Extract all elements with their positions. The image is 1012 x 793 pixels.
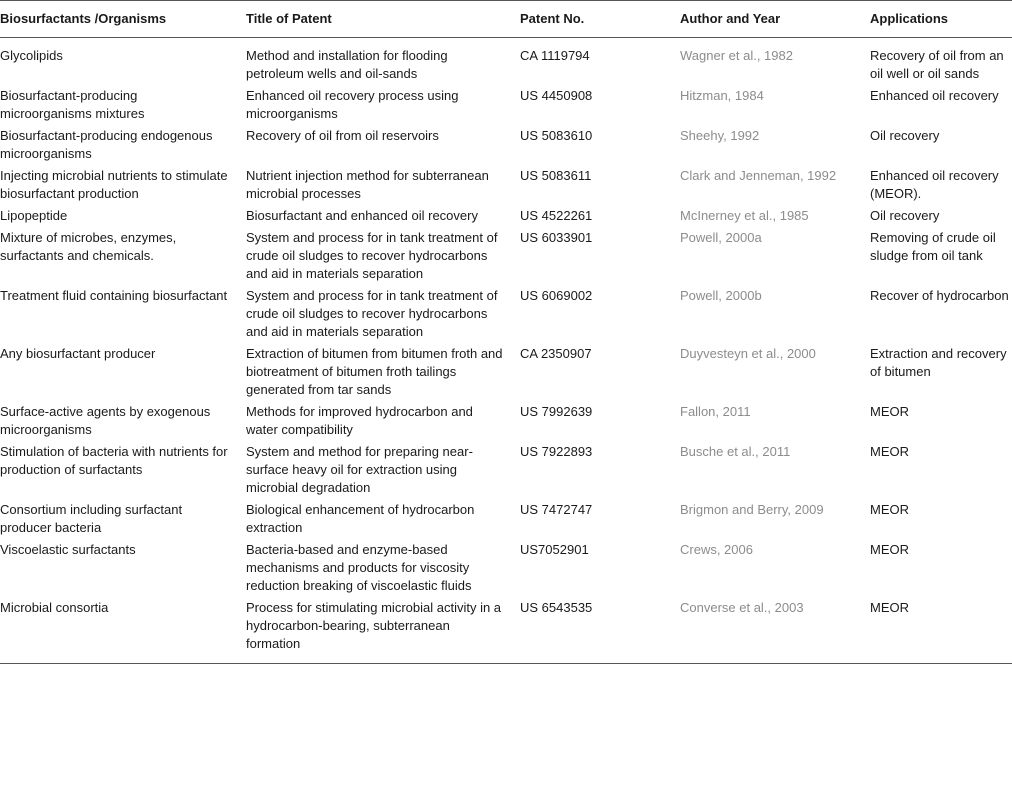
cell-patent-no bbox=[520, 287, 680, 345]
cell-patent-no bbox=[520, 38, 680, 88]
cell-organism bbox=[0, 287, 246, 345]
cell-patent-no-text: US 6543535 bbox=[520, 600, 593, 615]
cell-patent-no bbox=[520, 127, 680, 167]
header-patent-no: Patent No. bbox=[520, 1, 680, 38]
cell-organism bbox=[0, 87, 246, 127]
cell-patent-no-text: US7052901 bbox=[520, 542, 589, 557]
cell-patent-no-text: US 4450908 bbox=[520, 88, 593, 103]
cell-title bbox=[246, 541, 520, 599]
cell-application bbox=[870, 403, 1012, 443]
table-row bbox=[0, 207, 1012, 229]
cell-author-year-text: Clark and Jenneman, 1992 bbox=[680, 168, 837, 183]
cell-author-year-text: Crews, 2006 bbox=[680, 542, 753, 557]
cell-application-text: MEOR bbox=[870, 502, 909, 517]
cell-application bbox=[870, 443, 1012, 501]
cell-organism-text: Any biosurfactant producer bbox=[0, 346, 156, 361]
cell-author-year-text: Brigmon and Berry, 2009 bbox=[680, 502, 824, 517]
cell-title bbox=[246, 599, 520, 664]
table-header bbox=[0, 1, 1012, 38]
cell-title-text: Biosurfactant and enhanced oil recovery bbox=[246, 208, 478, 223]
cell-application-text: Removing of crude oil sludge from oil tank bbox=[870, 230, 996, 263]
cell-author-year bbox=[680, 87, 870, 127]
cell-application bbox=[870, 207, 1012, 229]
cell-patent-no bbox=[520, 501, 680, 541]
cell-author-year bbox=[680, 127, 870, 167]
cell-author-year bbox=[680, 38, 870, 88]
cell-application bbox=[870, 599, 1012, 664]
cell-application bbox=[870, 38, 1012, 88]
table-row bbox=[0, 599, 1012, 664]
cell-application-text: MEOR bbox=[870, 404, 909, 419]
cell-patent-no-text: US 5083611 bbox=[520, 168, 592, 183]
cell-author-year bbox=[680, 541, 870, 599]
cell-organism-text: Consortium including surfactant producer bacteria bbox=[0, 502, 183, 535]
cell-author-year bbox=[680, 167, 870, 207]
cell-title-text: Extraction of bitumen from bitumen froth and biotreatment of bitumen froth tailings generated from tar sands bbox=[246, 346, 503, 397]
cell-patent-no bbox=[520, 599, 680, 664]
cell-author-year-text: McInerney et al., 1985 bbox=[680, 208, 809, 223]
cell-author-year bbox=[680, 403, 870, 443]
cell-title bbox=[246, 167, 520, 207]
cell-application-text: Enhanced oil recovery bbox=[870, 88, 999, 103]
cell-author-year bbox=[680, 599, 870, 664]
cell-title-text: Recovery of oil from oil reservoirs bbox=[246, 128, 439, 143]
cell-patent-no-text: US 5083610 bbox=[520, 128, 593, 143]
table-row bbox=[0, 403, 1012, 443]
cell-title-text: Method and installation for flooding petroleum wells and oil-sands bbox=[246, 48, 448, 81]
table-row bbox=[0, 443, 1012, 501]
cell-organism-text: Viscoelastic surfactants bbox=[0, 542, 136, 557]
cell-title-text: Enhanced oil recovery process using microorganisms bbox=[246, 88, 459, 121]
cell-author-year-text: Powell, 2000a bbox=[680, 230, 762, 245]
cell-title-text: Nutrient injection method for subterranean microbial processes bbox=[246, 168, 489, 201]
cell-title bbox=[246, 501, 520, 541]
cell-author-year-text: Fallon, 2011 bbox=[680, 404, 751, 419]
cell-organism-text: Biosurfactant-producing endogenous microorganisms bbox=[0, 128, 213, 161]
header-row bbox=[0, 1, 1012, 38]
cell-organism-text: Treatment fluid containing biosurfactant bbox=[0, 288, 228, 303]
cell-author-year bbox=[680, 287, 870, 345]
cell-title-text: Biological enhancement of hydrocarbon extraction bbox=[246, 502, 475, 535]
cell-author-year-text: Busche et al., 2011 bbox=[680, 444, 791, 459]
cell-organism-text: Biosurfactant-producing microorganisms mixtures bbox=[0, 88, 145, 121]
cell-application bbox=[870, 229, 1012, 287]
header-organisms: Biosurfactants /Organisms bbox=[0, 1, 246, 38]
table-body bbox=[0, 38, 1012, 664]
cell-title bbox=[246, 345, 520, 403]
cell-application bbox=[870, 287, 1012, 345]
cell-organism bbox=[0, 541, 246, 599]
cell-organism bbox=[0, 127, 246, 167]
cell-patent-no bbox=[520, 345, 680, 403]
table-row bbox=[0, 541, 1012, 599]
cell-organism bbox=[0, 345, 246, 403]
header-author-year: Author and Year bbox=[680, 1, 870, 38]
cell-application bbox=[870, 127, 1012, 167]
cell-patent-no bbox=[520, 229, 680, 287]
cell-title bbox=[246, 443, 520, 501]
cell-organism-text: Injecting microbial nutrients to stimulate biosurfactant production bbox=[0, 168, 228, 201]
cell-patent-no-text: US 7472747 bbox=[520, 502, 593, 517]
cell-application-text: Oil recovery bbox=[870, 128, 940, 143]
table-row bbox=[0, 287, 1012, 345]
cell-patent-no-text: US 4522261 bbox=[520, 208, 593, 223]
cell-organism bbox=[0, 599, 246, 664]
cell-patent-no-text: US 7992639 bbox=[520, 404, 593, 419]
cell-patent-no bbox=[520, 403, 680, 443]
cell-organism bbox=[0, 501, 246, 541]
cell-patent-no bbox=[520, 541, 680, 599]
cell-author-year bbox=[680, 443, 870, 501]
table-row bbox=[0, 345, 1012, 403]
cell-patent-no bbox=[520, 443, 680, 501]
cell-author-year-text: Hitzman, 1984 bbox=[680, 88, 764, 103]
cell-organism-text: Microbial consortia bbox=[0, 600, 109, 615]
cell-application-text: MEOR bbox=[870, 600, 909, 615]
cell-title bbox=[246, 87, 520, 127]
table-row bbox=[0, 501, 1012, 541]
cell-application bbox=[870, 87, 1012, 127]
cell-author-year-text: Converse et al., 2003 bbox=[680, 600, 804, 615]
cell-patent-no bbox=[520, 207, 680, 229]
cell-patent-no-text: US 7922893 bbox=[520, 444, 593, 459]
cell-author-year bbox=[680, 229, 870, 287]
cell-organism bbox=[0, 229, 246, 287]
header-applications: Applications bbox=[870, 1, 1012, 38]
cell-application-text: Oil recovery bbox=[870, 208, 940, 223]
cell-organism-text: Stimulation of bacteria with nutrients for production of surfactants bbox=[0, 444, 228, 477]
cell-title bbox=[246, 38, 520, 88]
cell-patent-no-text: US 6033901 bbox=[520, 230, 593, 245]
table-row bbox=[0, 127, 1012, 167]
cell-application-text: Extraction and recovery of bitumen bbox=[870, 346, 1007, 379]
cell-title-text: System and process for in tank treatment of crude oil sludges to recover hydrocarbons and aid in materials separation bbox=[246, 230, 498, 281]
cell-title bbox=[246, 287, 520, 345]
cell-author-year-text: Sheehy, 1992 bbox=[680, 128, 760, 143]
cell-title bbox=[246, 127, 520, 167]
cell-author-year bbox=[680, 501, 870, 541]
cell-organism bbox=[0, 403, 246, 443]
table-row bbox=[0, 229, 1012, 287]
cell-application-text: MEOR bbox=[870, 542, 909, 557]
cell-organism bbox=[0, 207, 246, 229]
cell-organism bbox=[0, 443, 246, 501]
table-row bbox=[0, 87, 1012, 127]
cell-application-text: Enhanced oil recovery (MEOR). bbox=[870, 168, 999, 201]
cell-patent-no-text: CA 2350907 bbox=[520, 346, 592, 361]
cell-author-year bbox=[680, 207, 870, 229]
cell-application bbox=[870, 541, 1012, 599]
cell-application bbox=[870, 345, 1012, 403]
cell-title bbox=[246, 207, 520, 229]
cell-patent-no bbox=[520, 167, 680, 207]
cell-author-year bbox=[680, 345, 870, 403]
cell-title-text: System and process for in tank treatment of crude oil sludges to recover hydrocarbons and aid in materials separation bbox=[246, 288, 498, 339]
cell-application-text: MEOR bbox=[870, 444, 909, 459]
cell-application-text: Recovery of oil from an oil well or oil sands bbox=[870, 48, 1004, 81]
cell-organism bbox=[0, 167, 246, 207]
cell-organism-text: Lipopeptide bbox=[0, 208, 68, 223]
cell-title-text: Methods for improved hydrocarbon and water compatibility bbox=[246, 404, 473, 437]
cell-organism-text: Glycolipids bbox=[0, 48, 63, 63]
cell-organism-text: Mixture of microbes, enzymes, surfactants and chemicals. bbox=[0, 230, 177, 263]
cell-author-year-text: Powell, 2000b bbox=[680, 288, 762, 303]
cell-patent-no-text: CA 1119794 bbox=[520, 48, 590, 63]
cell-application bbox=[870, 501, 1012, 541]
cell-patent-no bbox=[520, 87, 680, 127]
cell-author-year-text: Wagner et al., 1982 bbox=[680, 48, 793, 63]
cell-title-text: System and method for preparing near-surface heavy oil for extraction using microbial degradation bbox=[246, 444, 473, 495]
cell-title bbox=[246, 403, 520, 443]
cell-title-text: Process for stimulating microbial activity in a hydrocarbon-bearing, subterranean formation bbox=[246, 600, 502, 651]
table-row bbox=[0, 38, 1012, 88]
cell-application bbox=[870, 167, 1012, 207]
cell-application-text: Recover of hydrocarbon bbox=[870, 288, 1009, 303]
cell-title bbox=[246, 229, 520, 287]
cell-title-text: Bacteria-based and enzyme-based mechanisms and products for viscosity reduction breaking of viscoelastic fluids bbox=[246, 542, 472, 593]
cell-organism-text: Surface-active agents by exogenous microorganisms bbox=[0, 404, 211, 437]
cell-organism bbox=[0, 38, 246, 88]
table-row bbox=[0, 167, 1012, 207]
cell-author-year-text: Duyvesteyn et al., 2000 bbox=[680, 346, 816, 361]
header-title: Title of Patent bbox=[246, 1, 520, 38]
cell-patent-no-text: US 6069002 bbox=[520, 288, 593, 303]
